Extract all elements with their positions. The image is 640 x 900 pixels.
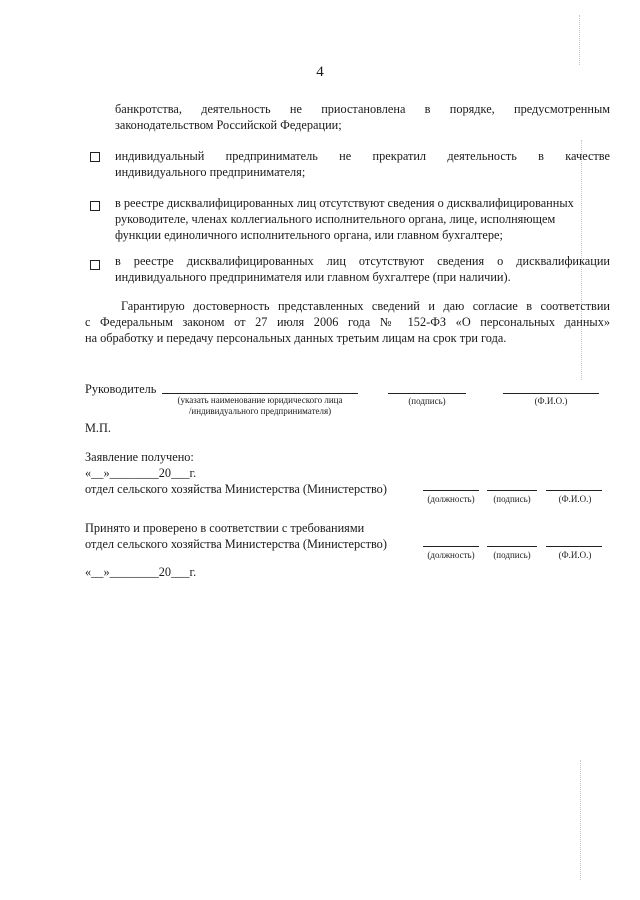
accepted-fio-caption: (Ф.И.О.) [558,550,592,560]
paragraph-line: в реестре дисквалифицированных лиц отсутствуют сведения о дисквалификации [115,254,610,268]
guarantee-paragraph [85,298,610,346]
continuation-paragraph [115,101,610,133]
accepted-department: отдел сельского хозяйства Министерства (Министерство) [85,537,387,551]
checklist-item-text [115,195,610,243]
checklist-item-text [115,253,610,285]
paragraph-line: индивидуального предпринимателя; [115,165,306,179]
org-name-caption [150,395,370,417]
paragraph-line: в реестре дисквалифицированных лиц отсутствуют сведения о дисквалифицированных [115,196,574,210]
org-name-line[interactable] [162,393,358,394]
paragraph-line: законодательством Российской Федерации; [115,118,342,132]
stamp-placeholder: М.П. [85,421,111,435]
paragraph-line: индивидуального предпринимателя или главном бухгалтере (при наличии). [115,270,511,284]
received-title: Заявление получено: [85,450,194,464]
paragraph-line: руководителе, членах коллегиального исполнительного органа, лице, исполняющем [115,212,556,226]
received-signature-line[interactable] [487,490,537,491]
checkbox-disqualified-managers[interactable] [90,201,100,211]
accepted-fio-line[interactable] [546,546,602,547]
paragraph-line: банкротства, деятельность не приостановлена в порядке, предусмотренным [115,102,610,116]
received-position-caption: (должность) [427,494,475,504]
signature-caption: (подпись) [408,396,446,406]
accepted-date: «__»________20___г. [85,565,197,579]
page-number: 4 [316,64,324,80]
accepted-signature-line[interactable] [487,546,537,547]
paragraph-line: функции единоличного исполнительного органа, или главном бухгалтере; [115,228,503,242]
fio-line[interactable] [503,393,599,394]
accepted-position-caption: (должность) [427,550,475,560]
paragraph-line: индивидуальный предприниматель не прекратил деятельность в качестве [115,149,610,163]
scan-edge-artifact [579,15,580,65]
accepted-position-line[interactable] [423,546,479,547]
signature-line[interactable] [388,393,466,394]
accepted-signature-caption: (подпись) [493,550,531,560]
paragraph-line: Гарантирую достоверность представленных сведений и даю согласие в соответствии [121,299,610,313]
checklist-item-text [115,148,610,180]
received-department: отдел сельского хозяйства Министерства (Министерство) [85,482,387,496]
paragraph-line: на обработку и передачу персональных данных третьим лицам на срок три года. [85,331,507,345]
checkbox-ip-active[interactable] [90,152,100,162]
caption-line: (указать наименование юридического лица [177,395,343,405]
received-position-line[interactable] [423,490,479,491]
fio-caption: (Ф.И.О.) [534,396,568,406]
checkbox-disqualified-ip[interactable] [90,260,100,270]
paragraph-line: с Федеральным законом от 27 июля 2006 года № 152-ФЗ «О персональных данных» [85,315,610,329]
received-date: «__»________20___г. [85,466,197,480]
scan-edge-artifact [580,760,581,880]
signature-label: Руководитель [85,382,157,396]
received-fio-line[interactable] [546,490,602,491]
received-signature-caption: (подпись) [493,494,531,504]
caption-line: /индивидуального предпринимателя) [188,406,332,416]
accepted-title: Принято и проверено в соответствии с требованиями [85,521,365,535]
received-fio-caption: (Ф.И.О.) [558,494,592,504]
